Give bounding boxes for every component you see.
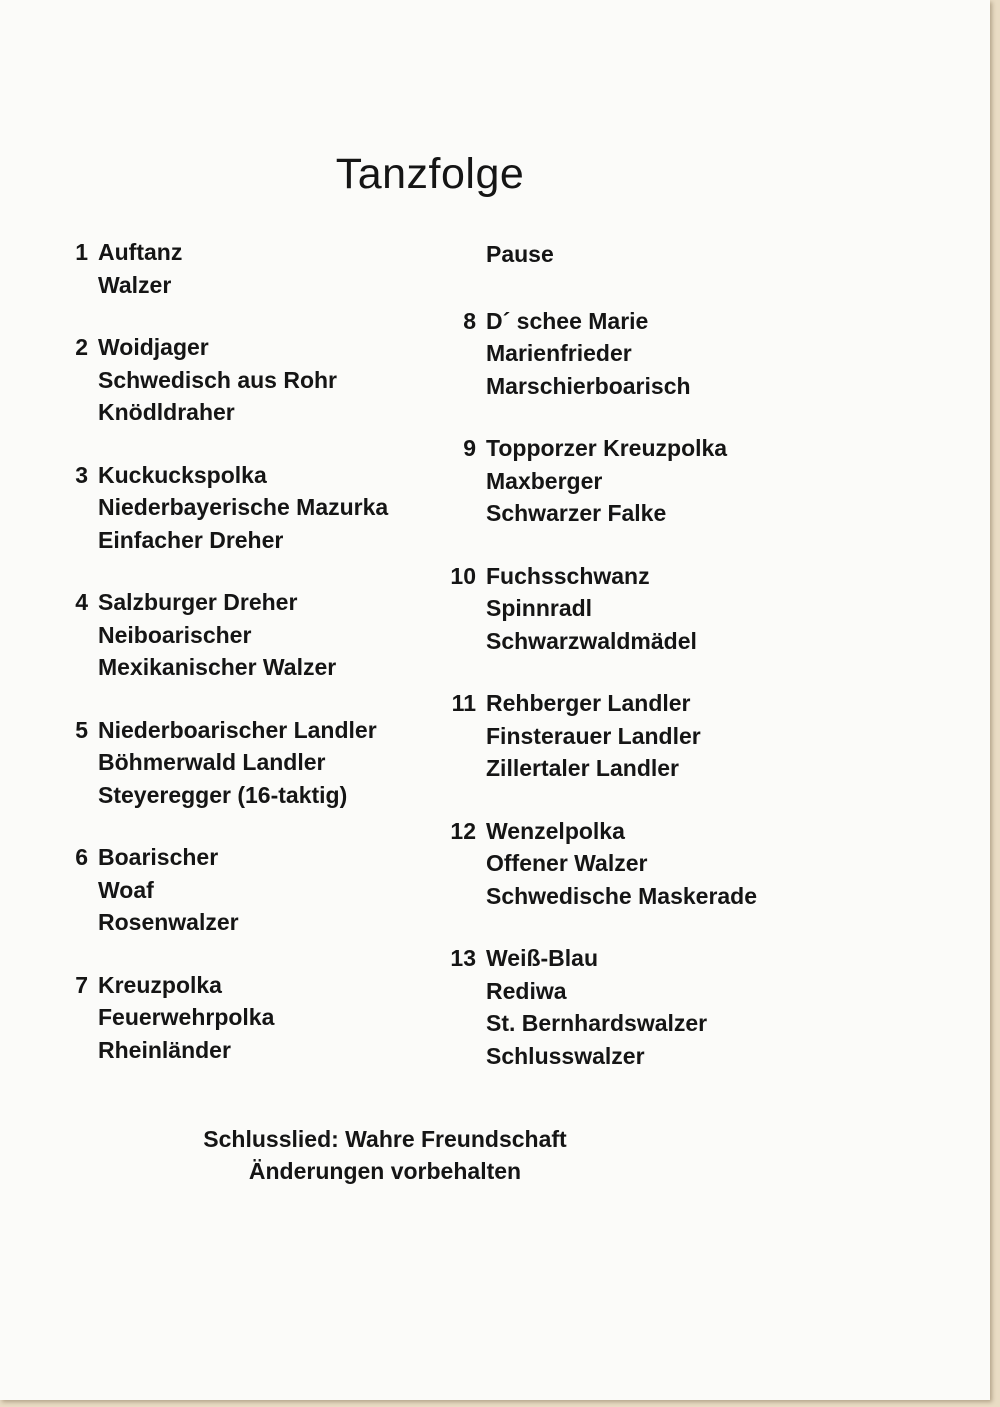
dance-line (60, 586, 440, 619)
dance-line (60, 236, 440, 269)
dance-number: 3 (75, 461, 88, 488)
dance-line (60, 746, 440, 779)
dance-number: 9 (463, 435, 476, 461)
dance-name: Auftanz (98, 239, 183, 265)
dance-line (442, 625, 842, 658)
dance-number (60, 619, 88, 652)
dance-name: Feuerwehrpolka (98, 1004, 275, 1030)
dance-line (60, 906, 440, 939)
footer (170, 1123, 600, 1187)
dance-name: Finsterauer Landler (486, 722, 701, 749)
dance-line (60, 491, 440, 524)
dance-line (60, 396, 440, 429)
dance-name: Woaf (98, 876, 154, 903)
pause-label: Pause (486, 241, 554, 267)
left-column (60, 236, 440, 1096)
dance-number (60, 269, 88, 302)
dance-line (60, 364, 440, 397)
dance-number (60, 1001, 88, 1034)
dance-block-11 (442, 687, 842, 785)
dance-block-6 (60, 841, 440, 939)
dance-number (442, 1007, 476, 1040)
dance-number (442, 370, 476, 403)
dance-name: Rosenwalzer (98, 909, 239, 935)
dance-name: Offener Walzer (486, 850, 648, 876)
dance-name: Schlusswalzer (486, 1042, 645, 1069)
dance-line (60, 1034, 440, 1067)
dance-number: 11 (451, 690, 476, 716)
dance-number (60, 491, 88, 524)
dance-name: Böhmerwald Landler (98, 749, 326, 775)
dance-number: 1 (75, 239, 88, 265)
dance-line (442, 592, 842, 625)
dance-line (60, 619, 440, 652)
right-column (442, 236, 842, 1102)
dance-block-2 (60, 331, 440, 429)
dance-line (60, 651, 440, 684)
dance-name: Schwarzer Falke (486, 500, 667, 526)
dance-line (442, 752, 842, 785)
dance-line (60, 331, 440, 364)
dance-number (442, 592, 476, 625)
dance-line (442, 337, 842, 370)
dance-name: Niederboarischer Landler (98, 716, 377, 743)
dance-number: 8 (463, 307, 476, 334)
dance-line (60, 969, 440, 1002)
dance-line (60, 269, 440, 302)
dance-name: Woidjager (98, 334, 209, 360)
dance-line (60, 779, 440, 812)
dance-number (60, 364, 88, 397)
closing-song: Schlusslied: Wahre Freundschaft (203, 1126, 567, 1152)
dance-name: Boarischer (98, 844, 219, 870)
dance-name: Walzer (98, 271, 172, 298)
dance-name: Steyeregger (16-taktig) (98, 781, 348, 808)
dance-line (60, 524, 440, 557)
dance-line (442, 880, 842, 913)
dance-number (442, 337, 476, 370)
dance-line (442, 370, 842, 403)
dance-number: 10 (450, 562, 476, 589)
dance-name: Topporzer Kreuzpolka (486, 435, 728, 461)
dance-line (442, 847, 842, 880)
dance-number: 13 (450, 945, 476, 971)
dance-block-8 (442, 305, 842, 403)
dance-number (442, 847, 476, 880)
dance-line (442, 1007, 842, 1040)
dance-number (442, 880, 476, 913)
dance-block-10 (442, 560, 842, 658)
dance-line (60, 1001, 440, 1034)
dance-block-7 (60, 969, 440, 1067)
dance-number (60, 651, 88, 684)
dance-name: Zillertaler Landler (486, 755, 680, 781)
dance-line (442, 560, 842, 593)
dance-number: 12 (450, 817, 476, 844)
dance-line (60, 714, 440, 747)
dance-number (60, 746, 88, 779)
dance-block-5 (60, 714, 440, 812)
dance-number: 4 (75, 589, 88, 615)
dance-line (442, 465, 842, 498)
dance-name: St. Bernhardswalzer (486, 1010, 708, 1036)
dance-number (442, 465, 476, 498)
dance-name: Niederbayerische Mazurka (98, 494, 389, 520)
dance-number (442, 720, 476, 753)
dance-number (442, 1040, 476, 1073)
dance-number: 5 (75, 716, 88, 743)
dance-name: Kuckuckspolka (98, 461, 267, 488)
dance-name: Schwedisch aus Rohr (98, 366, 338, 393)
dance-name: Marienfrieder (486, 340, 632, 366)
dance-name: Neiboarischer (98, 621, 252, 648)
dance-name: Salzburger Dreher (98, 589, 298, 615)
dance-number: 2 (75, 334, 88, 360)
dance-line (442, 305, 842, 338)
dance-number (60, 906, 88, 939)
dance-line (442, 975, 842, 1008)
dance-name: Mexikanischer Walzer (98, 654, 337, 680)
changes-note: Änderungen vorbehalten (248, 1158, 522, 1184)
dance-name: Schwedische Maskerade (486, 882, 758, 909)
dance-line (442, 942, 842, 975)
dance-name: Maxberger (486, 467, 603, 494)
dance-line (442, 815, 842, 848)
dance-name: Schwarzwaldmädel (486, 627, 697, 654)
dance-number (60, 1034, 88, 1067)
page-title: Tanzfolge (335, 150, 525, 198)
dance-number (442, 497, 476, 530)
dance-number (60, 524, 88, 557)
dance-block-3 (60, 459, 440, 557)
dance-line (442, 432, 842, 465)
dance-number (442, 975, 476, 1008)
dance-number (442, 625, 476, 658)
dance-name: D´ schee Marie (486, 307, 649, 334)
dance-block-1 (60, 236, 440, 301)
dance-line (442, 687, 842, 720)
dance-block-9 (442, 432, 842, 530)
dance-name: Knödldraher (98, 399, 235, 425)
dance-name: Fuchsschwanz (486, 562, 650, 589)
dance-number (60, 396, 88, 429)
dance-block-12 (442, 815, 842, 913)
dance-line (442, 720, 842, 753)
dance-name: Einfacher Dreher (98, 526, 284, 553)
dance-line (442, 497, 842, 530)
dance-name: Kreuzpolka (98, 971, 222, 998)
dance-number (60, 779, 88, 812)
dance-name: Marschierboarisch (486, 372, 691, 399)
dance-name: Rehberger Landler (486, 690, 691, 716)
dance-name: Spinnradl (486, 595, 593, 621)
dance-block-4 (60, 586, 440, 684)
dance-number (60, 874, 88, 907)
dance-name: Rheinländer (98, 1036, 231, 1063)
dance-line (60, 459, 440, 492)
dance-number: 7 (75, 971, 88, 998)
dance-line (60, 841, 440, 874)
dance-name: Weiß-Blau (486, 945, 599, 971)
dance-line (442, 1040, 842, 1073)
dance-name: Rediwa (486, 977, 567, 1004)
dance-number (442, 752, 476, 785)
dance-name: Wenzelpolka (486, 817, 625, 844)
dance-block-13 (442, 942, 842, 1072)
dance-number: 6 (75, 844, 88, 870)
dance-line (60, 874, 440, 907)
